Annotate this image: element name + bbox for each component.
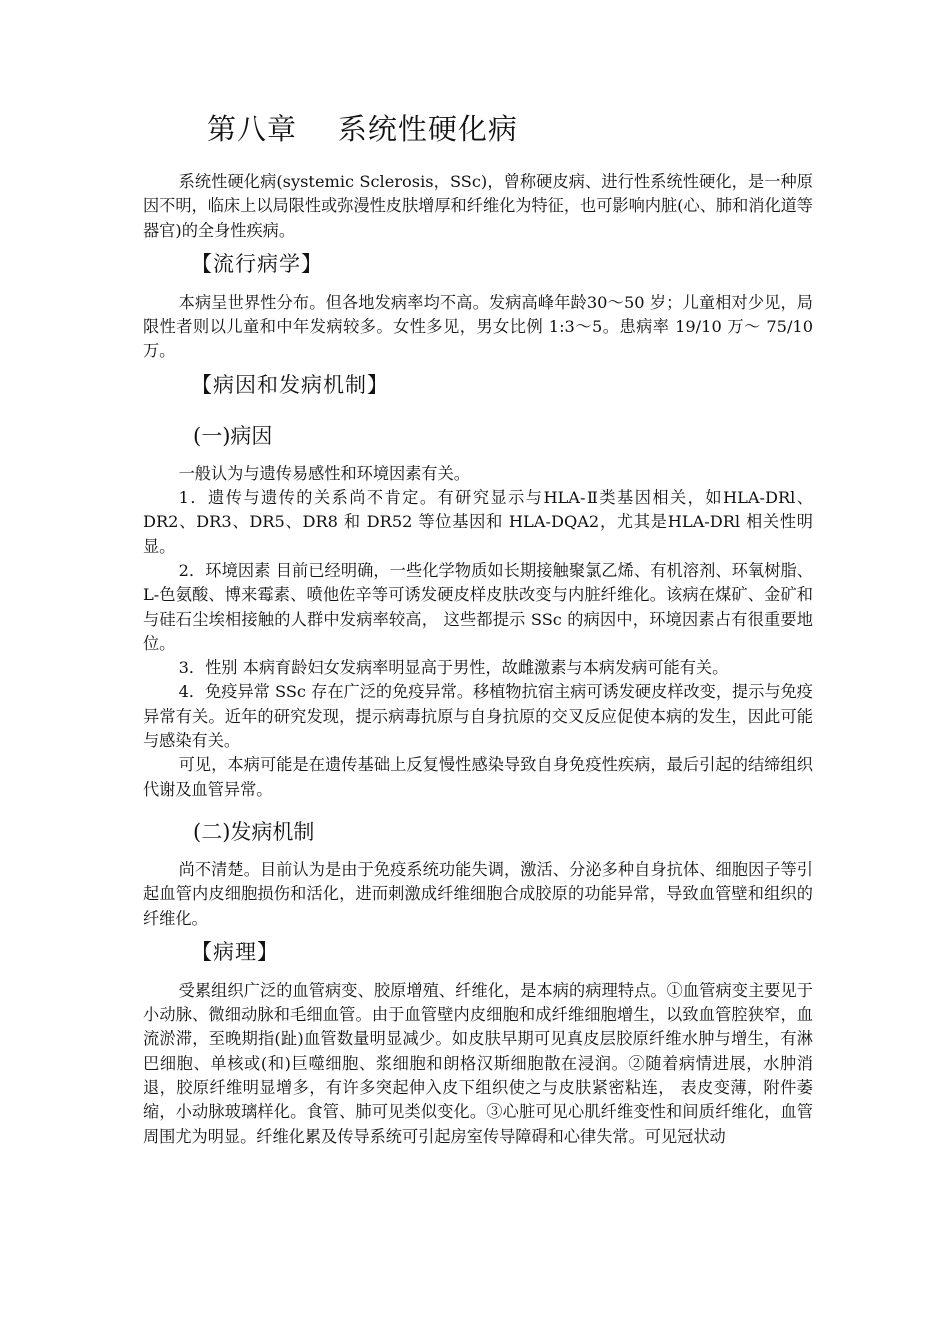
pathology-paragraph: 受累组织广泛的血管病变、胶原增殖、纤维化，是本病的病理特点。①血管病变主要见于小动脉、微细动脉和毛细血管。由于血管壁内皮细胞和成纤维细胞增生，以致血管腔狭窄，血流淤滞，至晚期指(趾)血管数量明显减少。如皮肤早期可见真皮层胶原纤维水肿与增生，有淋巴细胞、单核或(和)巨噬细胞、浆细胞和朗格汉斯细胞散在浸润。②随着病情进展，水肿消退，胶原纤维明显增多，有许多突起伸入皮下组织使之与皮肤紧密粘连， 表皮变薄，附件萎缩，小动脉玻璃样化。食管、肺可见类似变化。③心脏可见心肌纤维变性和间质纤维化，血管周围尤为明显。纤维化累及传导系统可引起房室传导障碍和心律失常。可见冠状动 — [143, 980, 813, 1146]
subheading-etiology: (一)病因 — [193, 423, 273, 448]
etiology-item-genetic: 1．遗传与遗传的关系尚不肯定。有研究显示与HLA-Ⅱ类基因相关，如HLA-DRl、DR2、DR3、DR5、DR8 和 DR52 等位基因和 HLA-DQA2，尤其是HLA-DRl 相关性明显。 — [143, 488, 813, 556]
etiology-item-sex: 3．性别 本病育龄妇女发病率明显高于男性，故雌激素与本病发病可能有关。 — [178, 658, 729, 678]
spacer — [143, 158, 813, 170]
section-heading-epidemiology: 【流行病学】 — [191, 251, 323, 276]
etiology-conclusion: 可见，本病可能是在遗传基础上反复慢性感染导致自身免疫性疾病，最后引起的结缔组织代谢及血管异常。 — [143, 755, 813, 799]
etiology-intro: 一般认为与遗传易感性和环境因素有关。 — [178, 463, 470, 483]
pathogenesis-paragraph: 尚不清楚。目前认为是由于免疫系统功能失调，激活、分泌多种自身抗体、细胞因子等引起血管内皮细胞损伤和活化，进而刺激成纤维细胞合成胶原的功能异常，导致血管壁和组织的纤维化。 — [143, 859, 813, 928]
section-heading-pathology: 【病理】 — [191, 939, 279, 964]
subheading-pathogenesis: (二)发病机制 — [193, 819, 315, 844]
etiology-item-immune: 4．免疫异常 SSc 存在广泛的免疫异常。移植物抗宿主病可诱发硬皮样改变，提示与免疫异常有关。近年的研究发现，提示病毒抗原与自身抗原的交叉反应促使本病的发生，因此可能与感染有关。 — [143, 682, 813, 751]
epidemiology-paragraph: 本病呈世界性分布。但各地发病率均不高。发病高峰年龄30～50 岁；儿童相对少见，局限性者则以儿童和中年发病较多。女性多见，男女比例 1:3～5。患病率 19/10 万～ 75/10 万。 — [143, 292, 813, 361]
document-page — [143, 100, 813, 1149]
etiology-item-environment: 2．环境因素 目前已经明确，一些化学物质如长期接触聚氯乙烯、有机溶剂、环氧树脂、L-色氨酸、博来霉素、喷他佐辛等可诱发硬皮样皮肤改变与内脏纤维化。该病在煤矿、金矿和与硅石尘埃相接触的人群中发病率较高， 这些都提示 SSc 的病因中，环境因素占有很重要地位。 — [143, 560, 813, 653]
intro-paragraph: 系统性硬化病(systemic Sclerosis，SSc)，曾称硬皮病、进行性系统性硬化，是一种原因不明，临床上以局限性或弥漫性皮肤增厚和纤维化为特征，也可影响内脏(心、肺和消化道等器官)的全身性疾病。 — [143, 172, 813, 240]
section-heading-etiology-pathogenesis: 【病因和发病机制】 — [191, 372, 389, 397]
chapter-title: 第八章 系统性硬化病 — [207, 112, 518, 146]
